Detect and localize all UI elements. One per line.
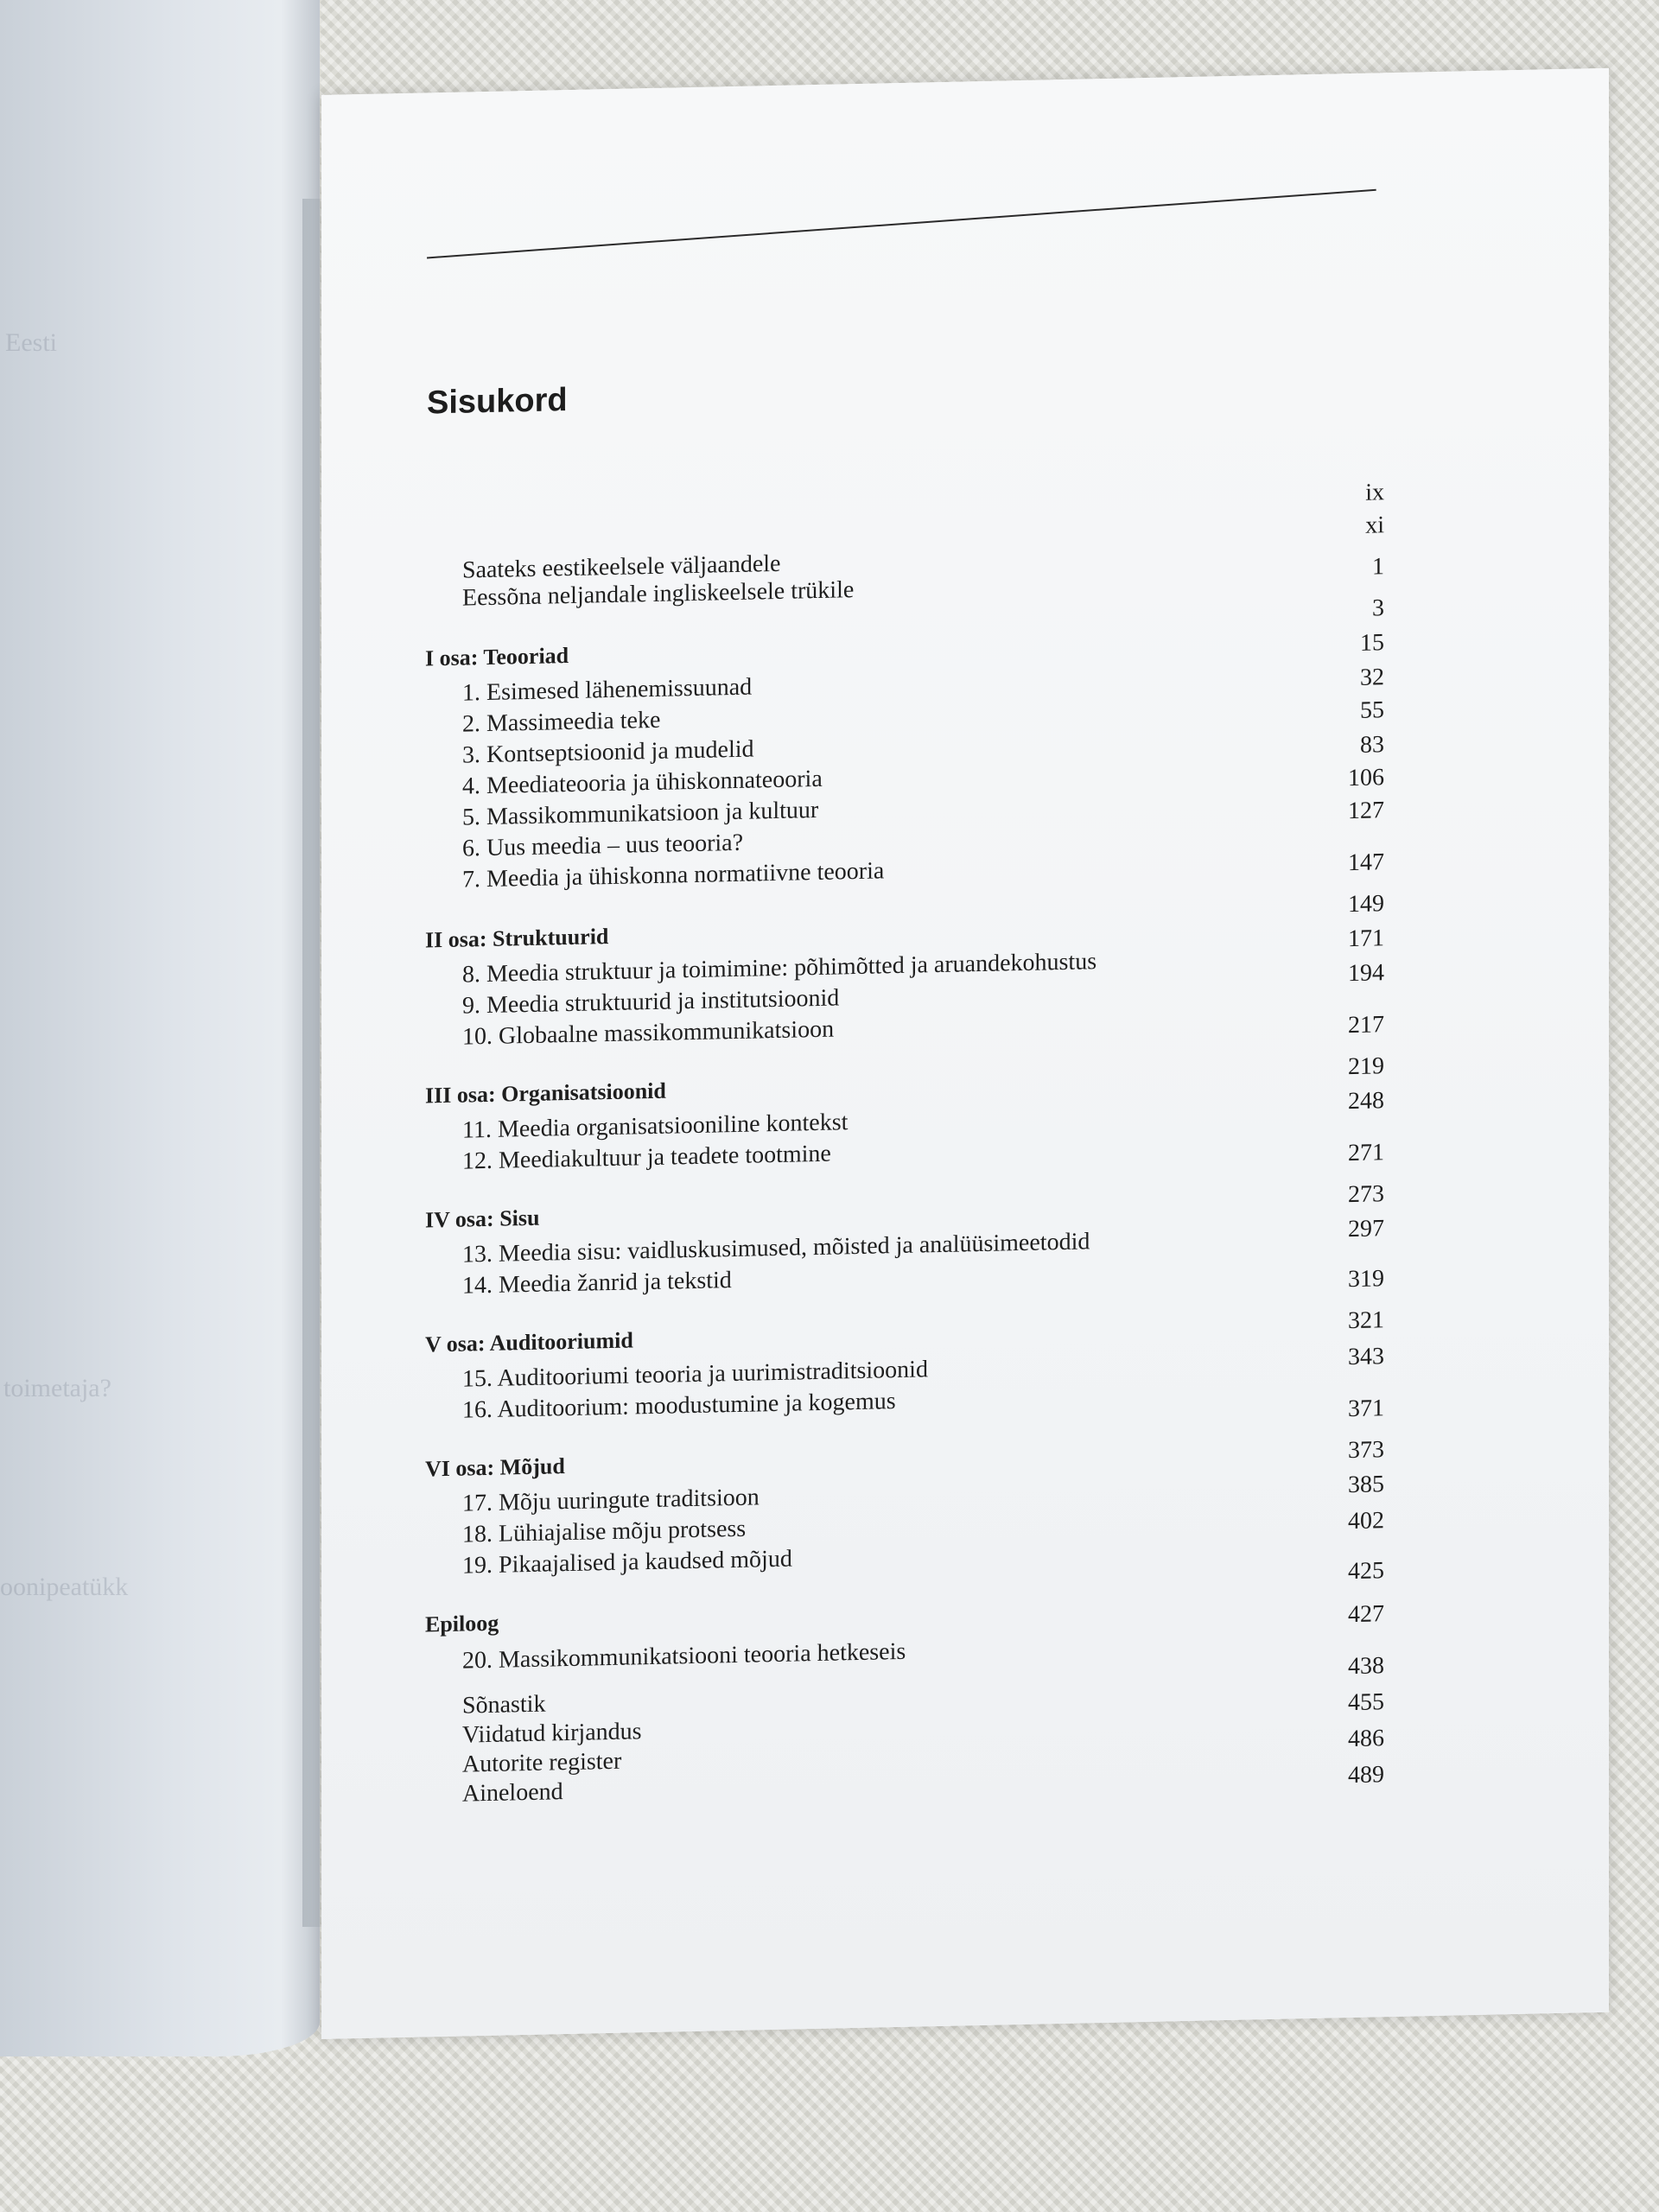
toc-page-number: 425 (1348, 1557, 1384, 1586)
toc-entry-chapter: 17. Mõju uuringute traditsioon (462, 1484, 760, 1517)
left-page (0, 0, 320, 2056)
toc-page-number: 1 (1372, 553, 1384, 581)
toc-entry-chapter: 4. Meediateooria ja ühiskonnateooria (462, 765, 823, 800)
toc-entry-chapter: 14. Meedia žanrid ja tekstid (462, 1267, 732, 1300)
toc-page-number: 3 (1372, 594, 1384, 622)
toc-entry-chapter: 8. Meedia struktuur ja toimimine: põhimõtted ja aruandekohustus (462, 948, 1097, 988)
toc-entry-back: Autorite register (462, 1747, 622, 1778)
toc-page-number: 438 (1348, 1652, 1384, 1681)
toc-part-heading: V osa: Auditooriumid (425, 1327, 633, 1357)
toc-page-number: 217 (1348, 1011, 1384, 1039)
toc-entry-back: Aineloend (462, 1778, 563, 1808)
toc-page-number: 32 (1360, 664, 1384, 691)
left-page-ghost-text: oonipeatükk (0, 1573, 129, 1601)
toc-page-number: 402 (1348, 1507, 1384, 1535)
toc-page-number: 15 (1360, 629, 1384, 657)
left-page-ghost-text: Eesti (5, 328, 57, 357)
toc-entry-chapter: 18. Lühiajalise mõju protsess (462, 1515, 747, 1548)
toc-page-number: 297 (1348, 1215, 1384, 1243)
toc-page-number: 55 (1360, 696, 1384, 724)
toc-entry-back: Viidatud kirjandus (462, 1718, 642, 1749)
toc-entry-chapter: 2. Massimeedia teke (462, 706, 661, 738)
toc-entry-chapter: 3. Kontseptsioonid ja mudelid (462, 735, 754, 769)
toc-entry-chapter: 20. Massikommunikatsiooni teooria hetkeseis (462, 1637, 906, 1675)
toc-entry-back: Sõnastik (462, 1690, 546, 1719)
toc-page-number: 373 (1348, 1436, 1384, 1465)
toc-page-number: 83 (1360, 731, 1384, 759)
toc-entry-chapter: 5. Massikommunikatsioon ja kultuur (462, 796, 819, 831)
toc-entry-front: Eessõna neljandale ingliskeelsele trükile (462, 576, 855, 612)
toc-page-number: 455 (1348, 1688, 1384, 1717)
toc-page-number: 149 (1348, 890, 1384, 918)
toc-page-number: 248 (1348, 1087, 1384, 1116)
toc-page-number: 147 (1348, 849, 1384, 877)
toc-entry-front: Saateks eestikeelsele väljaandele (462, 550, 781, 584)
toc-page-number: 273 (1348, 1180, 1384, 1209)
toc-entry-chapter: 7. Meedia ja ühiskonna normatiivne teooria (462, 857, 885, 893)
toc-part-heading: II osa: Struktuurid (425, 924, 609, 953)
page-title: Sisukord (427, 382, 568, 422)
toc-entry-chapter: 13. Meedia sisu: vaidluskusimused, mõisted ja analüüsimeetodid (462, 1228, 1090, 1268)
toc-page-number: 427 (1348, 1600, 1384, 1629)
toc-page-number: 319 (1348, 1265, 1384, 1294)
toc-page-number: 219 (1348, 1052, 1384, 1081)
toc-page-number: ix (1365, 479, 1384, 506)
toc-entry-chapter: 6. Uus meedia – uus teooria? (462, 829, 744, 862)
toc-page-number: 171 (1348, 925, 1384, 953)
toc-part-heading: Epiloog (425, 1610, 499, 1637)
toc-entry-chapter: 15. Auditooriumi teooria ja uurimistraditsioonid (462, 1356, 928, 1393)
toc-entry-chapter: 12. Meediakultuur ja teadete tootmine (462, 1140, 831, 1175)
toc-page-number: 106 (1348, 764, 1384, 792)
toc-entry-chapter: 1. Esimesed lähenemissuunad (462, 673, 753, 707)
toc-page-number: 371 (1348, 1395, 1384, 1423)
toc-entry-chapter: 19. Pikaajalised ja kaudsed mõjud (462, 1545, 792, 1580)
toc-part-heading: III osa: Organisatsioonid (425, 1077, 666, 1109)
toc-part-heading: VI osa: Mõjud (425, 1453, 565, 1482)
right-page (321, 68, 1609, 2039)
toc-page-number: 489 (1348, 1761, 1384, 1789)
toc-entry-chapter: 11. Meedia organisatsiooniline kontekst (462, 1109, 849, 1144)
toc-entry-chapter: 10. Globaalne massikommunikatsioon (462, 1015, 835, 1051)
toc-page-number: 127 (1348, 797, 1384, 825)
toc-part-heading: I osa: Teooriad (425, 643, 569, 671)
left-page-ghost-text: toimetaja? (3, 1374, 111, 1402)
toc-page-number: 194 (1348, 959, 1384, 988)
toc-part-heading: IV osa: Sisu (425, 1205, 540, 1233)
toc-page-number: 385 (1348, 1471, 1384, 1499)
toc-page-number: 271 (1348, 1139, 1384, 1167)
toc-page-number: 321 (1348, 1306, 1384, 1335)
toc-entry-chapter: 9. Meedia struktuurid ja institutsioonid (462, 984, 840, 1020)
toc-page-number: 343 (1348, 1343, 1384, 1371)
toc-entry-chapter: 16. Auditoorium: moodustumine ja kogemus (462, 1388, 896, 1424)
toc-page-number: xi (1365, 512, 1384, 539)
toc-page-number: 486 (1348, 1725, 1384, 1753)
table-of-contents (425, 73, 1384, 1993)
